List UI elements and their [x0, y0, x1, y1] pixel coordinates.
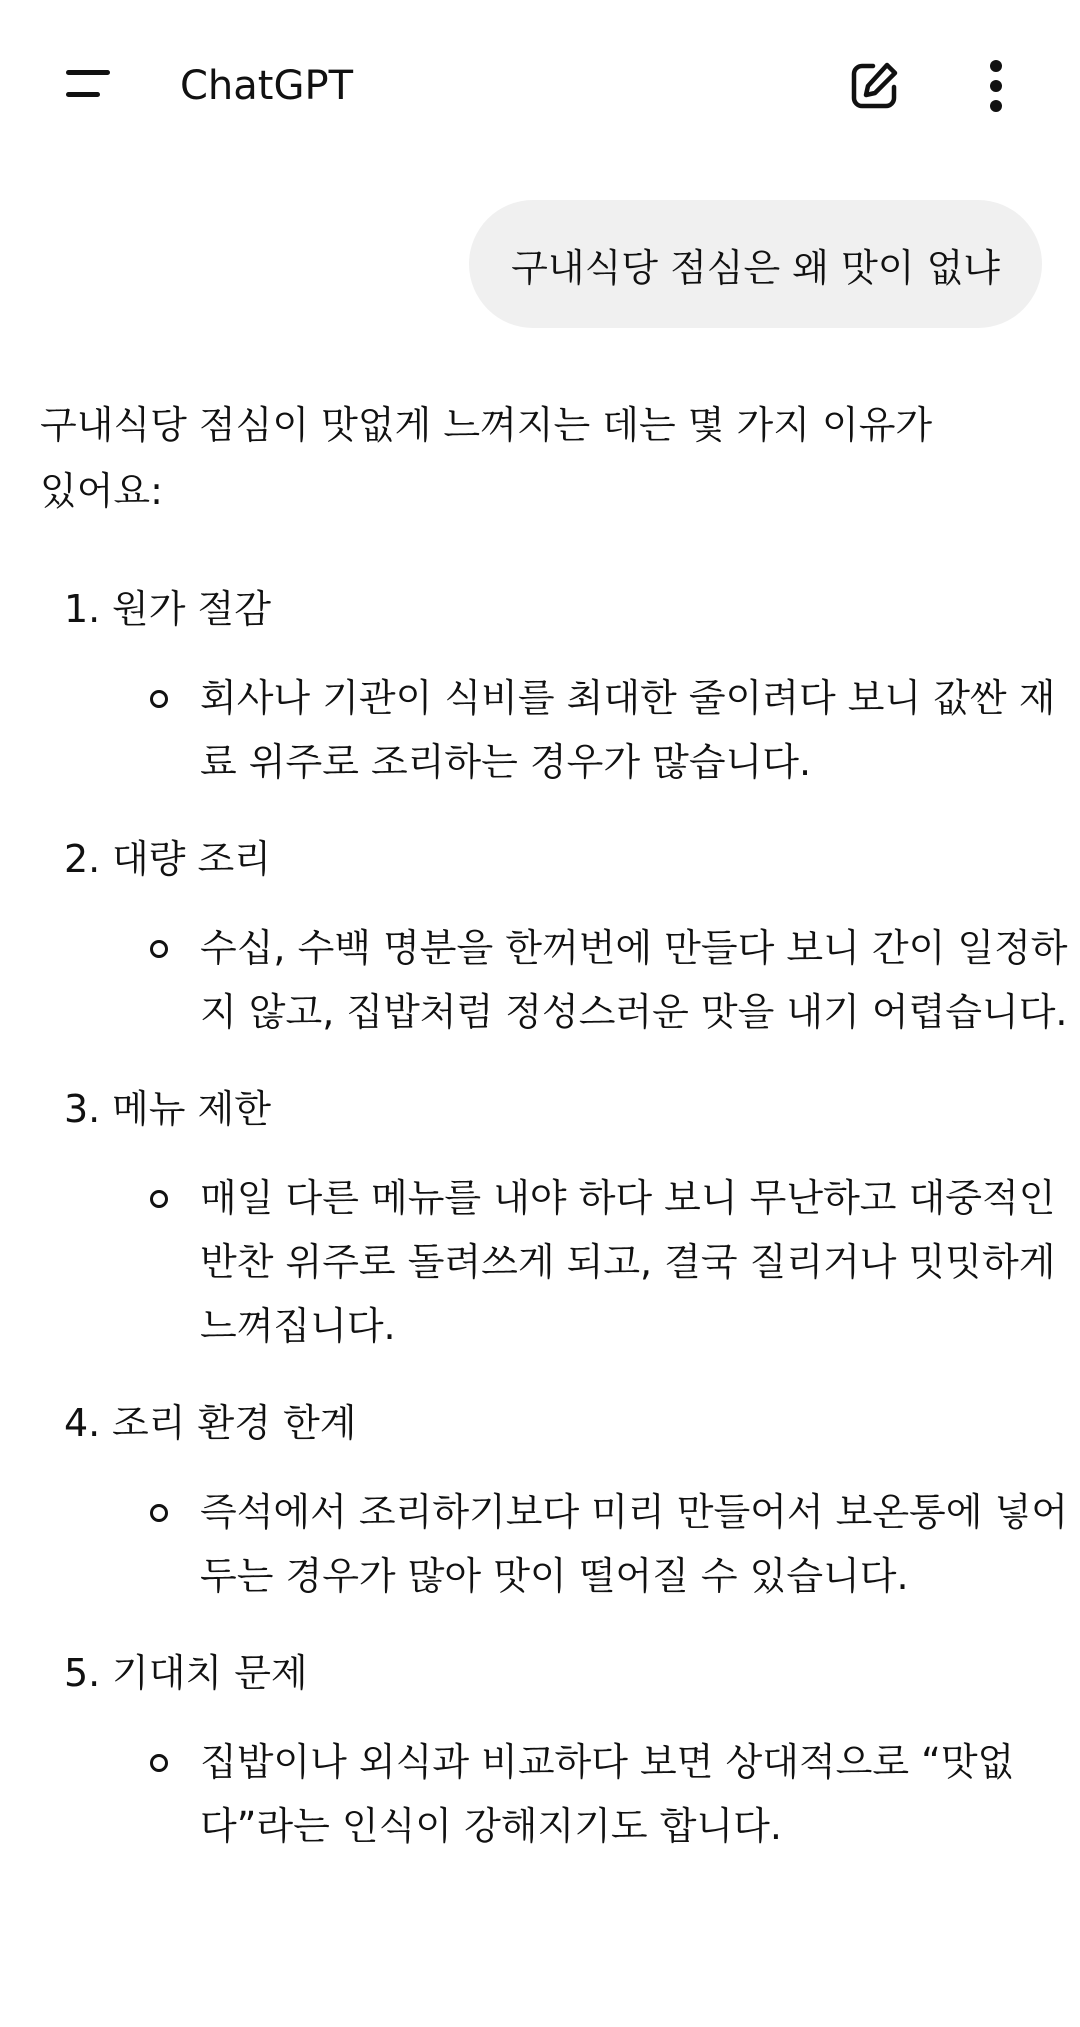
sub-list	[40, 1730, 1040, 1858]
list-item	[40, 1392, 1068, 1608]
list-item	[40, 1078, 1056, 1358]
edit-icon[interactable]	[846, 58, 902, 114]
list-item-title: 조리 환경 한계	[112, 1401, 357, 1445]
list-item-heading	[40, 1642, 1040, 1704]
circle-bullet-icon	[150, 1504, 168, 1522]
list-item-heading	[40, 1078, 1040, 1140]
sub-list-item	[150, 916, 1070, 1044]
user-message-text: 구내식당 점심은 왜 맛이 없냐	[511, 245, 1000, 290]
menu-line	[66, 92, 100, 97]
assistant-intro: 구내식당 점심이 맛없게 느껴지는 데는 몇 가지 이유가 있어요:	[40, 403, 933, 513]
list-item-title: 대량 조리	[112, 837, 271, 881]
circle-bullet-icon	[150, 690, 168, 708]
circle-bullet-icon	[150, 1190, 168, 1208]
sub-list-item	[150, 1730, 1070, 1858]
menu-icon[interactable]	[56, 58, 126, 114]
list-item-title: 메뉴 제한	[112, 1087, 271, 1131]
reason-list	[40, 578, 1068, 1858]
more-dot	[990, 80, 1002, 92]
list-item-detail: 집밥이나 외식과 비교하다 보면 상대적으로 “맛없다”라는 인식이 강해지기도 합니다.	[200, 1740, 1015, 1848]
list-number: 5.	[64, 1651, 101, 1695]
list-number: 3.	[64, 1087, 101, 1131]
list-item-detail: 회사나 기관이 식비를 최대한 줄이려다 보니 값싼 재료 위주로 조리하는 경우가 많습니다.	[200, 676, 1056, 784]
list-item-detail: 수십, 수백 명분을 한꺼번에 만들다 보니 간이 일정하지 않고, 집밥처럼 정성스러운 맛을 내기 어렵습니다.	[200, 926, 1068, 1034]
sub-list-item	[150, 666, 1070, 794]
list-item	[40, 828, 1068, 1044]
app-header	[0, 0, 1080, 172]
edit-icon-graphic	[846, 58, 902, 114]
list-item-heading	[40, 578, 1040, 640]
list-number: 2.	[64, 837, 101, 881]
list-item-detail: 즉석에서 조리하기보다 미리 만들어서 보온통에 넣어 두는 경우가 많아 맛이 떨어질 수 있습니다.	[200, 1490, 1068, 1598]
sub-list-item	[150, 1166, 1070, 1358]
assistant-message	[40, 392, 1068, 1892]
app-title: ChatGPT	[180, 63, 354, 109]
more-dot	[990, 60, 1002, 72]
sub-list	[40, 1166, 1056, 1358]
list-item-detail: 매일 다른 메뉴를 내야 하다 보니 무난하고 대중적인 반찬 위주로 돌려쓰게 되고, 결국 질리거나 밋밋하게 느껴집니다.	[200, 1176, 1056, 1348]
sub-list	[40, 1480, 1068, 1608]
list-item-heading	[40, 828, 1040, 890]
circle-bullet-icon	[150, 1754, 168, 1772]
sub-list	[40, 916, 1068, 1044]
list-item	[40, 578, 1056, 794]
list-item-heading	[40, 1392, 1040, 1454]
list-item-title: 기대치 문제	[112, 1651, 308, 1695]
sub-list-item	[150, 1480, 1070, 1608]
list-item-title: 원가 절감	[112, 587, 271, 631]
circle-bullet-icon	[150, 940, 168, 958]
user-message-bubble	[469, 200, 1042, 328]
menu-line	[66, 70, 110, 75]
sub-list	[40, 666, 1056, 794]
more-dot	[990, 100, 1002, 112]
list-item	[40, 1642, 1040, 1858]
more-vertical-icon[interactable]	[968, 54, 1024, 118]
list-number: 1.	[64, 587, 101, 631]
list-number: 4.	[64, 1401, 101, 1445]
